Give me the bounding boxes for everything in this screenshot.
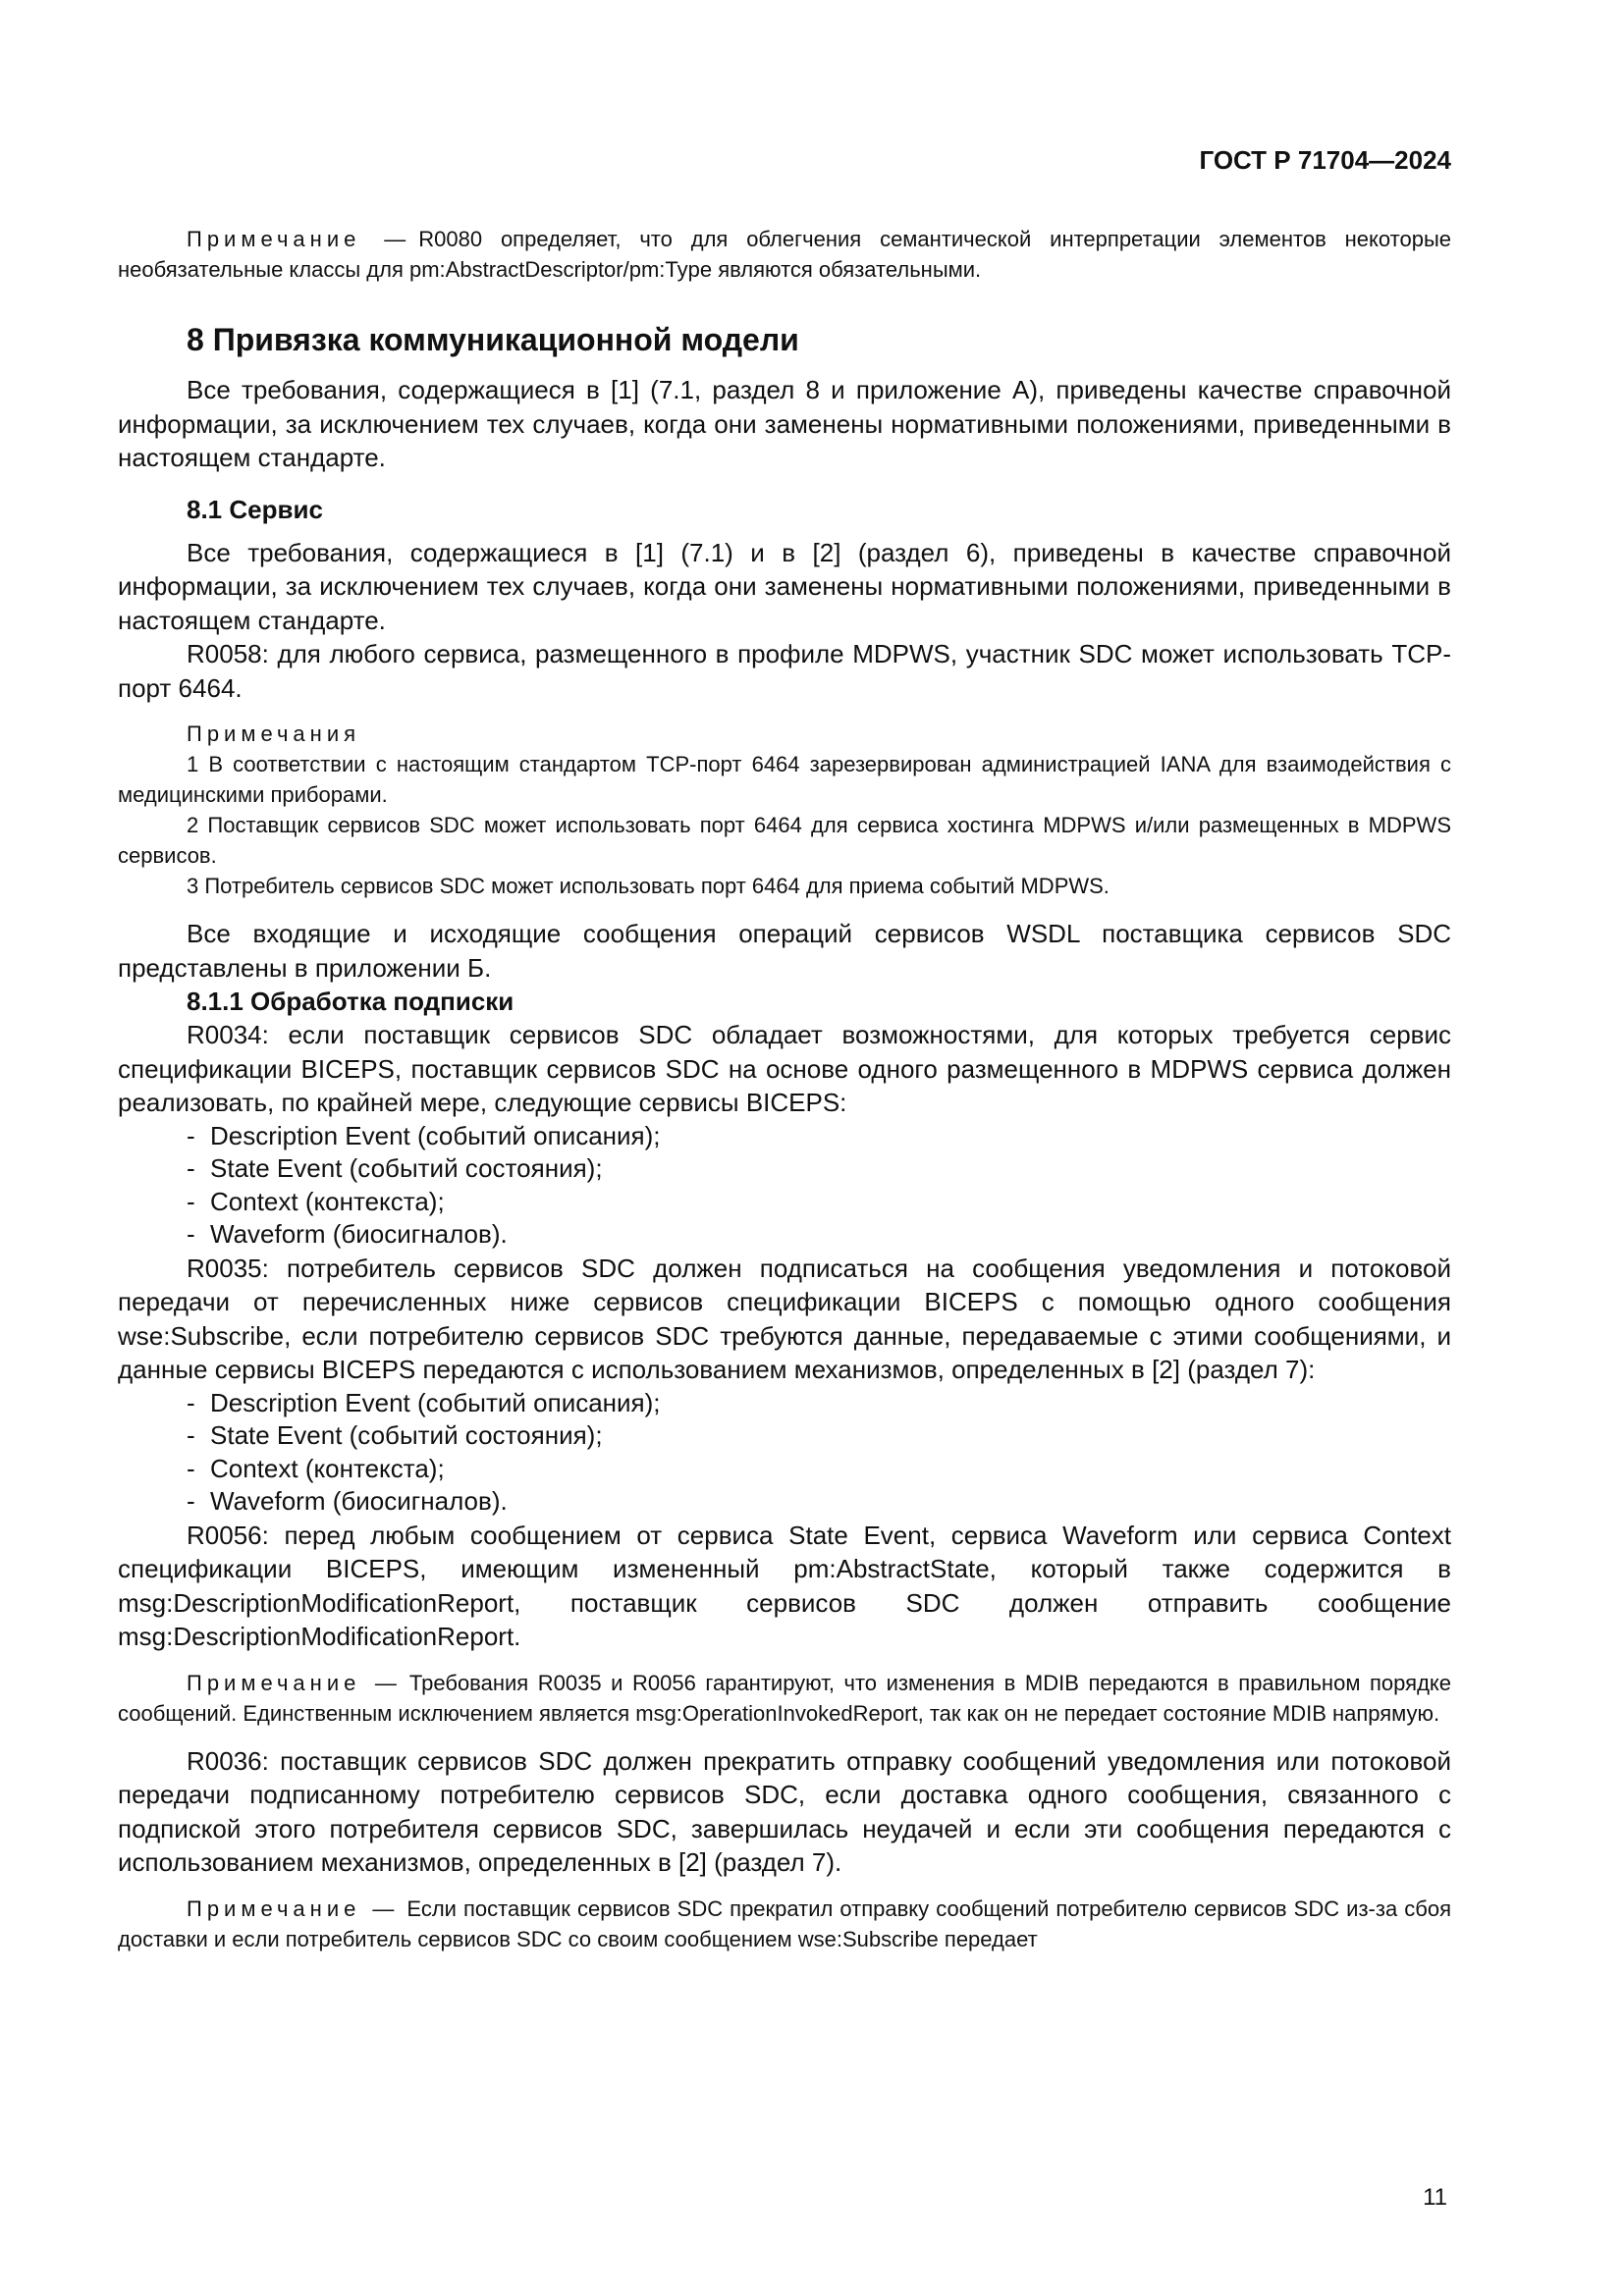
- section-8-1-1-title: 8.1.1 Обработка подписки: [187, 987, 514, 1016]
- page-content: [118, 224, 1451, 1954]
- note-item-3: 3 Потребитель сервисов SDC может использовать порт 6464 для приема событий MDPWS.: [187, 874, 1110, 898]
- section-8-paragraph: Все требования, содержащиеся в [1] (7.1, раздел 8 и приложение А), приведены качестве справочной информации, за исключением тех случаев, когда они заменены нормативными положениями, приведенными в настоящем стандарте.: [118, 375, 1451, 472]
- list-item: - Waveform (биосигналов).: [187, 1486, 508, 1516]
- list-item: - Context (контекста);: [187, 1453, 445, 1483]
- page-number: 11: [1423, 2184, 1447, 2211]
- notes-block: [118, 719, 1451, 901]
- list-item: - Description Event (событий описания);: [187, 1387, 661, 1417]
- list-item: - Context (контекста);: [187, 1186, 445, 1216]
- note-text: Требования R0035 и R0056 гарантируют, что изменения в MDIB передаются в правильном порядке сообщений. Единственным исключением является msg:OperationInvokedReport, так как он не передает состояние MDIB напрямую.: [118, 1670, 1452, 1726]
- section-8-1-r0058: R0058: для любого сервиса, размещенного в профиле MDPWS, участник SDC может использовать TCP-порт 6464.: [118, 639, 1451, 703]
- list-item: - Description Event (событий описания);: [187, 1120, 661, 1150]
- requirement-r0035: R0035: потребитель сервисов SDC должен подписаться на сообщения уведомления и потоковой передачи от перечисленных ниже сервисов спецификации BICEPS с помощью одного сообщения wse:Subscribe, если потребителю сервисов SDC требуются данные, передаваемые с этими сообщениями, и данные сервисы BICEPS передаются с использованием механизмов, определенных в [2] (раздел 7):: [118, 1253, 1451, 1384]
- note-item-2: 2 Поставщик сервисов SDC может использовать порт 6464 для сервиса хостинга MDPWS и/или размещенных в MDPWS сервисов.: [118, 813, 1451, 868]
- note-text: Если поставщик сервисов SDC прекратил отправку сообщений потребителю сервисов SDC из-за сбоя доставки и если потребитель сервисов SDC со своим сообщением wse:Subscribe передает: [118, 1896, 1452, 1951]
- section-8-1-title: 8.1 Сервис: [187, 494, 323, 524]
- section-8-title: 8 Привязка коммуникационной модели: [187, 322, 799, 357]
- requirement-r0036: R0036: поставщик сервисов SDC должен прекратить отправку сообщений уведомления или потоковой передачи подписанному потребителю сервисов SDC, если доставка одного сообщения, связанного с подпиской этого потребителя сервисов SDC, завершилась неудачей и если эти сообщения передаются с использованием механизмов, определенных в [2] (раздел 7).: [118, 1745, 1451, 1877]
- requirement-r0056: R0056: перед любым сообщением от сервиса State Event, сервиса Waveform или сервиса Context спецификации BICEPS, имеющим измененный pm:AbstractState, который также содержится в msg:DescriptionModificationReport, поставщик сервисов SDC должен отправить сообщение msg:DescriptionModificationReport.: [118, 1520, 1451, 1651]
- service-list-2: [118, 1387, 1451, 1519]
- note-r0035-r0056: [118, 1668, 1451, 1729]
- note-label: Примечание —: [187, 1896, 400, 1921]
- note-item-1: 1 В соответствии с настоящим стандартом TCP-порт 6464 зарезервирован администрацией IANA для взаимодействия с медицинскими приборами.: [118, 752, 1451, 807]
- service-list-1: [118, 1120, 1451, 1252]
- section-8-1-paragraph-1: Все требования, содержащиеся в [1] (7.1) и в [2] (раздел 6), приведены в качестве справочной информации, за исключением тех случаев, когда они заменены нормативными положениями, приведенными в настоящем стандарте.: [118, 537, 1451, 635]
- section-8-1-paragraph-3: Все входящие и исходящие сообщения операций сервисов WSDL поставщика сервисов SDC представлены в приложении Б.: [118, 919, 1451, 983]
- list-item: - State Event (событий состояния);: [187, 1420, 603, 1450]
- note-text: R0080 определяет, что для облегчения семантической интерпретации элементов некоторые необязательные классы для pm:AbstractDescriptor/pm:Type являются обязательными.: [118, 227, 1452, 282]
- note-delivery-failure: [118, 1894, 1451, 1954]
- list-item: - State Event (событий состояния);: [187, 1153, 603, 1183]
- notes-label: Примечания: [187, 721, 361, 746]
- note-r0080: [118, 224, 1451, 285]
- requirement-r0034: R0034: если поставщик сервисов SDC обладает возможностями, для которых требуется сервис спецификации BICEPS, поставщик сервисов SDC на основе одного размещенного в MDPWS сервиса должен реализовать, по крайней мере, следующие сервисы BICEPS:: [118, 1020, 1451, 1117]
- document-header: ГОСТ Р 71704—2024: [1199, 145, 1451, 175]
- list-item: - Waveform (биосигналов).: [187, 1219, 508, 1249]
- note-label: Примечание —: [187, 227, 411, 251]
- note-label: Примечание —: [187, 1670, 402, 1695]
